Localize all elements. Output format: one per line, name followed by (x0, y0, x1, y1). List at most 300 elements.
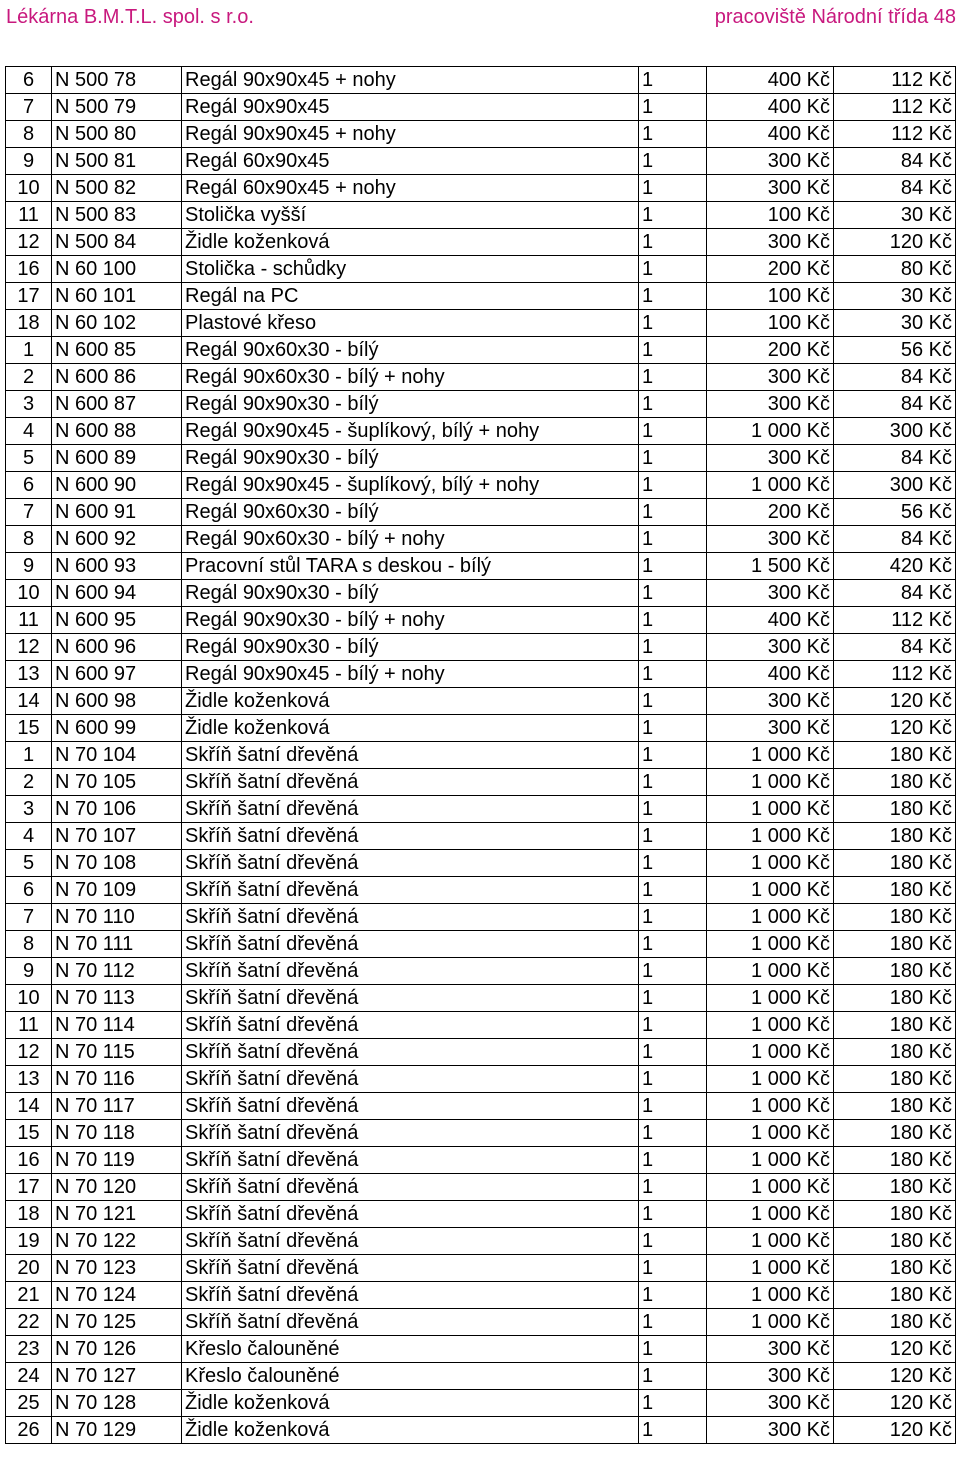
item-value: 180 Kč (834, 742, 956, 769)
item-value: 84 Kč (834, 526, 956, 553)
item-value: 30 Kč (834, 283, 956, 310)
item-quantity: 1 (639, 769, 707, 796)
item-number: 4 (6, 418, 52, 445)
item-value: 180 Kč (834, 1174, 956, 1201)
item-number: 13 (6, 1066, 52, 1093)
item-quantity: 1 (639, 1201, 707, 1228)
item-value: 180 Kč (834, 823, 956, 850)
item-value: 120 Kč (834, 715, 956, 742)
item-value: 180 Kč (834, 1309, 956, 1336)
item-value: 180 Kč (834, 1093, 956, 1120)
item-value: 112 Kč (834, 67, 956, 94)
item-code: N 70 127 (52, 1363, 182, 1390)
item-price: 1 000 Kč (707, 985, 834, 1012)
item-price: 200 Kč (707, 337, 834, 364)
item-number: 22 (6, 1309, 52, 1336)
item-name: Regál 90x90x30 - bílý (182, 580, 639, 607)
item-code: N 70 115 (52, 1039, 182, 1066)
item-price: 400 Kč (707, 67, 834, 94)
item-price: 1 000 Kč (707, 1174, 834, 1201)
item-quantity: 1 (639, 958, 707, 985)
table-row (6, 1147, 956, 1174)
table-row (6, 634, 956, 661)
item-quantity: 1 (639, 1039, 707, 1066)
item-price: 300 Kč (707, 1363, 834, 1390)
item-name: Pracovní stůl TARA s deskou - bílý (182, 553, 639, 580)
item-value: 30 Kč (834, 202, 956, 229)
item-code: N 60 101 (52, 283, 182, 310)
item-number: 18 (6, 1201, 52, 1228)
item-code: N 70 117 (52, 1093, 182, 1120)
table-row (6, 472, 956, 499)
item-code: N 70 107 (52, 823, 182, 850)
item-value: 180 Kč (834, 958, 956, 985)
item-number: 6 (6, 67, 52, 94)
item-code: N 70 123 (52, 1255, 182, 1282)
item-value: 84 Kč (834, 580, 956, 607)
table-row (6, 1120, 956, 1147)
item-quantity: 1 (639, 796, 707, 823)
item-number: 11 (6, 1012, 52, 1039)
item-name: Stolička vyšší (182, 202, 639, 229)
item-price: 1 000 Kč (707, 904, 834, 931)
item-name: Skříň šatní dřevěná (182, 958, 639, 985)
item-code: N 70 125 (52, 1309, 182, 1336)
item-number: 24 (6, 1363, 52, 1390)
item-number: 17 (6, 283, 52, 310)
item-quantity: 1 (639, 256, 707, 283)
table-row (6, 121, 956, 148)
table-row (6, 1390, 956, 1417)
table-row (6, 661, 956, 688)
item-value: 180 Kč (834, 796, 956, 823)
table-row (6, 202, 956, 229)
item-price: 300 Kč (707, 175, 834, 202)
item-price: 100 Kč (707, 202, 834, 229)
item-name: Regál 90x90x45 (182, 94, 639, 121)
item-number: 8 (6, 931, 52, 958)
item-price: 300 Kč (707, 445, 834, 472)
table-row (6, 850, 956, 877)
item-quantity: 1 (639, 67, 707, 94)
item-value: 180 Kč (834, 769, 956, 796)
item-value: 84 Kč (834, 364, 956, 391)
item-number: 11 (6, 202, 52, 229)
item-code: N 600 95 (52, 607, 182, 634)
item-price: 400 Kč (707, 121, 834, 148)
item-value: 30 Kč (834, 310, 956, 337)
item-quantity: 1 (639, 202, 707, 229)
item-code: N 70 121 (52, 1201, 182, 1228)
table-row (6, 1228, 956, 1255)
item-code: N 70 114 (52, 1012, 182, 1039)
item-value: 112 Kč (834, 94, 956, 121)
item-quantity: 1 (639, 1417, 707, 1444)
item-name: Skříň šatní dřevěná (182, 1282, 639, 1309)
item-code: N 60 102 (52, 310, 182, 337)
item-name: Regál 60x90x45 + nohy (182, 175, 639, 202)
item-quantity: 1 (639, 1363, 707, 1390)
item-number: 9 (6, 148, 52, 175)
item-name: Skříň šatní dřevěná (182, 1147, 639, 1174)
item-quantity: 1 (639, 94, 707, 121)
item-price: 1 000 Kč (707, 1282, 834, 1309)
item-price: 200 Kč (707, 499, 834, 526)
item-number: 5 (6, 445, 52, 472)
item-quantity: 1 (639, 148, 707, 175)
item-value: 56 Kč (834, 337, 956, 364)
item-value: 300 Kč (834, 472, 956, 499)
item-price: 1 000 Kč (707, 1039, 834, 1066)
item-price: 300 Kč (707, 1417, 834, 1444)
item-code: N 500 80 (52, 121, 182, 148)
item-code: N 70 124 (52, 1282, 182, 1309)
table-row (6, 715, 956, 742)
item-value: 300 Kč (834, 418, 956, 445)
item-name: Regál 90x90x45 - šuplíkový, bílý + nohy (182, 418, 639, 445)
item-number: 12 (6, 634, 52, 661)
item-number: 2 (6, 364, 52, 391)
item-price: 300 Kč (707, 715, 834, 742)
item-value: 180 Kč (834, 985, 956, 1012)
item-code: N 600 98 (52, 688, 182, 715)
item-number: 15 (6, 1120, 52, 1147)
item-quantity: 1 (639, 1012, 707, 1039)
item-value: 120 Kč (834, 229, 956, 256)
item-name: Regál 90x60x30 - bílý (182, 337, 639, 364)
item-quantity: 1 (639, 1120, 707, 1147)
item-value: 180 Kč (834, 1147, 956, 1174)
item-value: 180 Kč (834, 1255, 956, 1282)
table-row (6, 931, 956, 958)
item-quantity: 1 (639, 1066, 707, 1093)
item-quantity: 1 (639, 607, 707, 634)
item-value: 180 Kč (834, 904, 956, 931)
item-name: Křeslo čalouněné (182, 1336, 639, 1363)
item-number: 3 (6, 796, 52, 823)
item-code: N 600 92 (52, 526, 182, 553)
item-quantity: 1 (639, 1093, 707, 1120)
item-price: 1 000 Kč (707, 877, 834, 904)
item-name: Skříň šatní dřevěná (182, 742, 639, 769)
item-name: Skříň šatní dřevěná (182, 850, 639, 877)
table-row (6, 310, 956, 337)
item-name: Skříň šatní dřevěná (182, 1174, 639, 1201)
item-name: Regál 90x90x45 + nohy (182, 67, 639, 94)
item-value: 180 Kč (834, 1201, 956, 1228)
item-number: 6 (6, 472, 52, 499)
item-code: N 70 129 (52, 1417, 182, 1444)
item-code: N 600 87 (52, 391, 182, 418)
table-row (6, 1282, 956, 1309)
item-name: Regál 90x90x45 - šuplíkový, bílý + nohy (182, 472, 639, 499)
item-code: N 600 93 (52, 553, 182, 580)
item-number: 5 (6, 850, 52, 877)
item-code: N 600 91 (52, 499, 182, 526)
item-number: 16 (6, 256, 52, 283)
item-price: 1 000 Kč (707, 823, 834, 850)
item-price: 400 Kč (707, 661, 834, 688)
item-value: 120 Kč (834, 1336, 956, 1363)
item-code: N 500 78 (52, 67, 182, 94)
item-quantity: 1 (639, 1309, 707, 1336)
item-price: 300 Kč (707, 229, 834, 256)
item-price: 300 Kč (707, 1390, 834, 1417)
item-number: 12 (6, 229, 52, 256)
item-number: 12 (6, 1039, 52, 1066)
item-price: 300 Kč (707, 148, 834, 175)
item-price: 400 Kč (707, 607, 834, 634)
item-value: 420 Kč (834, 553, 956, 580)
item-quantity: 1 (639, 1336, 707, 1363)
item-number: 4 (6, 823, 52, 850)
item-quantity: 1 (639, 580, 707, 607)
table-row (6, 418, 956, 445)
item-name: Regál 90x60x30 - bílý (182, 499, 639, 526)
item-code: N 500 79 (52, 94, 182, 121)
item-name: Skříň šatní dřevěná (182, 1012, 639, 1039)
item-price: 300 Kč (707, 364, 834, 391)
item-code: N 600 85 (52, 337, 182, 364)
item-value: 112 Kč (834, 661, 956, 688)
item-value: 180 Kč (834, 1039, 956, 1066)
item-price: 300 Kč (707, 634, 834, 661)
item-quantity: 1 (639, 472, 707, 499)
table-row (6, 67, 956, 94)
table-row (6, 229, 956, 256)
item-code: N 70 118 (52, 1120, 182, 1147)
table-row (6, 688, 956, 715)
item-name: Židle koženková (182, 229, 639, 256)
item-value: 120 Kč (834, 1363, 956, 1390)
table-row (6, 1309, 956, 1336)
item-name: Regál 90x90x45 - bílý + nohy (182, 661, 639, 688)
item-price: 1 000 Kč (707, 472, 834, 499)
item-value: 84 Kč (834, 634, 956, 661)
item-quantity: 1 (639, 931, 707, 958)
item-price: 300 Kč (707, 580, 834, 607)
item-price: 200 Kč (707, 256, 834, 283)
item-name: Skříň šatní dřevěná (182, 1201, 639, 1228)
item-price: 1 000 Kč (707, 1012, 834, 1039)
item-number: 9 (6, 553, 52, 580)
item-value: 84 Kč (834, 391, 956, 418)
item-name: Regál 90x60x30 - bílý + nohy (182, 364, 639, 391)
item-price: 100 Kč (707, 310, 834, 337)
item-name: Regál 90x90x30 - bílý (182, 391, 639, 418)
item-number: 6 (6, 877, 52, 904)
table-row (6, 742, 956, 769)
item-name: Skříň šatní dřevěná (182, 1309, 639, 1336)
item-code: N 70 126 (52, 1336, 182, 1363)
item-code: N 600 97 (52, 661, 182, 688)
item-code: N 70 109 (52, 877, 182, 904)
item-name: Skříň šatní dřevěná (182, 823, 639, 850)
table-row (6, 607, 956, 634)
item-name: Regál 90x90x30 - bílý (182, 634, 639, 661)
item-quantity: 1 (639, 499, 707, 526)
item-value: 180 Kč (834, 1012, 956, 1039)
item-value: 112 Kč (834, 121, 956, 148)
item-name: Regál 60x90x45 (182, 148, 639, 175)
item-code: N 70 122 (52, 1228, 182, 1255)
table-row (6, 1336, 956, 1363)
item-price: 100 Kč (707, 283, 834, 310)
item-number: 11 (6, 607, 52, 634)
item-value: 84 Kč (834, 148, 956, 175)
item-name: Skříň šatní dřevěná (182, 796, 639, 823)
item-name: Plastové křeso (182, 310, 639, 337)
item-number: 14 (6, 688, 52, 715)
item-name: Regál 90x90x45 + nohy (182, 121, 639, 148)
item-name: Skříň šatní dřevěná (182, 931, 639, 958)
item-price: 1 000 Kč (707, 1066, 834, 1093)
item-value: 112 Kč (834, 607, 956, 634)
item-name: Skříň šatní dřevěná (182, 985, 639, 1012)
item-quantity: 1 (639, 823, 707, 850)
item-quantity: 1 (639, 175, 707, 202)
item-code: N 500 82 (52, 175, 182, 202)
table-row (6, 283, 956, 310)
item-quantity: 1 (639, 1174, 707, 1201)
item-name: Regál 90x60x30 - bílý + nohy (182, 526, 639, 553)
item-code: N 600 88 (52, 418, 182, 445)
item-name: Skříň šatní dřevěná (182, 877, 639, 904)
item-value: 120 Kč (834, 1390, 956, 1417)
item-number: 3 (6, 391, 52, 418)
table-row (6, 1174, 956, 1201)
item-quantity: 1 (639, 418, 707, 445)
item-value: 84 Kč (834, 175, 956, 202)
item-name: Skříň šatní dřevěná (182, 904, 639, 931)
item-quantity: 1 (639, 364, 707, 391)
item-price: 1 000 Kč (707, 769, 834, 796)
item-price: 1 000 Kč (707, 742, 834, 769)
item-number: 1 (6, 742, 52, 769)
table-row (6, 148, 956, 175)
table-row (6, 1417, 956, 1444)
item-number: 8 (6, 526, 52, 553)
item-number: 15 (6, 715, 52, 742)
item-code: N 600 99 (52, 715, 182, 742)
item-number: 18 (6, 310, 52, 337)
table-row (6, 553, 956, 580)
item-name: Regál na PC (182, 283, 639, 310)
item-value: 180 Kč (834, 1066, 956, 1093)
item-number: 19 (6, 1228, 52, 1255)
item-code: N 500 83 (52, 202, 182, 229)
item-number: 20 (6, 1255, 52, 1282)
item-code: N 600 90 (52, 472, 182, 499)
item-value: 120 Kč (834, 1417, 956, 1444)
inventory-table-body (6, 67, 956, 1444)
item-name: Regál 90x90x30 - bílý (182, 445, 639, 472)
item-number: 9 (6, 958, 52, 985)
item-price: 1 500 Kč (707, 553, 834, 580)
item-quantity: 1 (639, 310, 707, 337)
item-code: N 70 119 (52, 1147, 182, 1174)
item-price: 1 000 Kč (707, 931, 834, 958)
item-code: N 70 105 (52, 769, 182, 796)
item-name: Skříň šatní dřevěná (182, 1066, 639, 1093)
item-code: N 70 113 (52, 985, 182, 1012)
item-number: 14 (6, 1093, 52, 1120)
item-price: 1 000 Kč (707, 1201, 834, 1228)
item-value: 180 Kč (834, 850, 956, 877)
item-name: Skříň šatní dřevěná (182, 1093, 639, 1120)
item-code: N 600 89 (52, 445, 182, 472)
item-quantity: 1 (639, 553, 707, 580)
item-code: N 70 108 (52, 850, 182, 877)
item-quantity: 1 (639, 1255, 707, 1282)
item-value: 180 Kč (834, 1282, 956, 1309)
item-quantity: 1 (639, 1282, 707, 1309)
item-price: 300 Kč (707, 688, 834, 715)
item-number: 7 (6, 499, 52, 526)
item-name: Regál 90x90x30 - bílý + nohy (182, 607, 639, 634)
item-price: 1 000 Kč (707, 1120, 834, 1147)
item-price: 1 000 Kč (707, 850, 834, 877)
table-row (6, 958, 956, 985)
table-row (6, 904, 956, 931)
table-row (6, 1255, 956, 1282)
table-row (6, 985, 956, 1012)
item-code: N 500 81 (52, 148, 182, 175)
item-quantity: 1 (639, 121, 707, 148)
item-number: 1 (6, 337, 52, 364)
item-value: 180 Kč (834, 931, 956, 958)
table-row (6, 1012, 956, 1039)
table-row (6, 337, 956, 364)
item-code: N 70 128 (52, 1390, 182, 1417)
item-quantity: 1 (639, 337, 707, 364)
item-number: 23 (6, 1336, 52, 1363)
item-price: 300 Kč (707, 526, 834, 553)
item-quantity: 1 (639, 850, 707, 877)
item-value: 84 Kč (834, 445, 956, 472)
item-value: 180 Kč (834, 1228, 956, 1255)
item-quantity: 1 (639, 877, 707, 904)
table-row (6, 364, 956, 391)
item-name: Židle koženková (182, 688, 639, 715)
table-row (6, 445, 956, 472)
item-name: Skříň šatní dřevěná (182, 1039, 639, 1066)
item-quantity: 1 (639, 391, 707, 418)
table-row (6, 499, 956, 526)
item-number: 10 (6, 580, 52, 607)
item-quantity: 1 (639, 661, 707, 688)
item-number: 13 (6, 661, 52, 688)
item-quantity: 1 (639, 1390, 707, 1417)
table-row (6, 94, 956, 121)
item-code: N 70 116 (52, 1066, 182, 1093)
item-code: N 600 86 (52, 364, 182, 391)
item-name: Stolička - schůdky (182, 256, 639, 283)
item-code: N 70 120 (52, 1174, 182, 1201)
item-price: 1 000 Kč (707, 1093, 834, 1120)
table-row (6, 391, 956, 418)
item-name: Skříň šatní dřevěná (182, 769, 639, 796)
item-code: N 70 104 (52, 742, 182, 769)
item-number: 25 (6, 1390, 52, 1417)
item-price: 1 000 Kč (707, 1147, 834, 1174)
item-price: 1 000 Kč (707, 796, 834, 823)
table-row (6, 796, 956, 823)
item-code: N 70 110 (52, 904, 182, 931)
item-value: 80 Kč (834, 256, 956, 283)
item-code: N 70 112 (52, 958, 182, 985)
item-value: 56 Kč (834, 499, 956, 526)
